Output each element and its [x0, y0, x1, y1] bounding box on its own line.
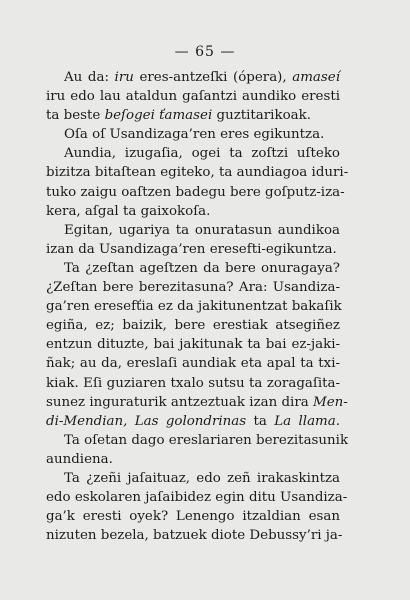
- text-line: [46, 354, 340, 373]
- text-line: [46, 507, 340, 526]
- text-line: [46, 87, 340, 106]
- text-line: [46, 431, 349, 450]
- text-run: guztitarikoak.: [212, 108, 311, 124]
- text-line: [46, 278, 340, 297]
- text-line: [46, 202, 340, 221]
- text-run: Aundia, izugaſia, ogei ta zoſtzi uſteko: [64, 146, 340, 162]
- text-run: ga’k eresti oyek? Lenengo itzaldian esan: [46, 509, 340, 525]
- text-line: [46, 316, 340, 335]
- text-run: egiña, ez; baizik, bere erestiak atsegiñez: [46, 318, 340, 334]
- text-line: [46, 469, 340, 488]
- italic-title: La llama.: [274, 413, 340, 429]
- text-run: ¿Zeſtan bere berezitasuna? Ara: Usandiza-: [46, 280, 340, 296]
- text-line: [46, 125, 340, 144]
- text-line: [46, 144, 340, 163]
- text-line: [46, 335, 340, 354]
- text-run: tuko zaigu oaſtzen badegu bere goſputz-iza-: [46, 184, 345, 200]
- text-line: [46, 240, 340, 259]
- text-line: [46, 163, 349, 182]
- text-run: izan da Usandizaga’ren eresefti-egikuntza.: [46, 241, 337, 257]
- text-line: [46, 526, 343, 545]
- text-run: ga’ren eresefťia ez da jakitunentzat bakaſik: [46, 299, 342, 315]
- text-line: [46, 259, 340, 278]
- text-run: kiak. Eſi guziaren txalo sutsu ta zoragaſita-: [46, 375, 340, 391]
- italic-title: amaseí: [292, 70, 340, 85]
- text-run: ta beste: [46, 108, 105, 124]
- text-run: Egitan, ugariya ta onuratasun aundikoa: [64, 222, 340, 238]
- text-run: Au da:: [64, 70, 115, 85]
- text-line: [46, 393, 348, 412]
- text-run: kera, aſgal ta gaixokoſa.: [46, 203, 211, 219]
- text-run: Ta ¿zeñi jaſaituaz, edo zeñ irakaskintza: [64, 470, 340, 486]
- text-run: nizuten bezela, batzuek diote Debussy’ri ja-: [46, 528, 343, 544]
- text-run: edo eskolaren jaſaibidez egin ditu Usandiza-: [46, 490, 348, 506]
- text-run: Ta oſetan dago ereslariaren berezitasunik: [64, 432, 349, 448]
- text-line: [46, 68, 340, 87]
- text-run: sunez inguraturik antzeztuak izan dira: [46, 394, 313, 410]
- text-line: [46, 297, 340, 316]
- text-run: ñak; au da, ereslaſi aundiak eta apal ta txi-: [46, 356, 340, 372]
- text-line: [46, 374, 340, 393]
- italic-title: Men-: [312, 394, 348, 410]
- text-run: eres-antzeſki (ópera),: [133, 70, 293, 85]
- text-run: aundiena.: [46, 451, 113, 467]
- text-line: [46, 412, 340, 431]
- italic-title: iru: [114, 70, 134, 85]
- italic-title: beſogei ťamasei: [104, 108, 213, 124]
- text-line: [46, 450, 340, 469]
- text-line: [46, 183, 345, 202]
- text-line: [46, 488, 348, 507]
- text-line: [46, 106, 340, 125]
- text-run: Ta ¿zeſtan ageſtzen da bere onuragaya?: [64, 260, 340, 276]
- text-run: iru edo lau ataldun gaſantzi aundiko eresti: [46, 89, 340, 105]
- text-line: [46, 221, 340, 240]
- text-run: Oſa oſ Usandizaga’ren eres egikuntza.: [64, 127, 325, 143]
- text-run: bizitza bitaſtean egiteko, ta aundiagoa iduri-: [46, 165, 349, 181]
- text-run: ta: [246, 413, 275, 429]
- page-number: — 65 —: [174, 44, 236, 60]
- body-text: [46, 68, 349, 545]
- text-run: entzun dituzte, bai jakitunak ta bai ez-jaki-: [46, 337, 340, 353]
- italic-title: di-Mendian, Las golondrinas: [46, 413, 247, 429]
